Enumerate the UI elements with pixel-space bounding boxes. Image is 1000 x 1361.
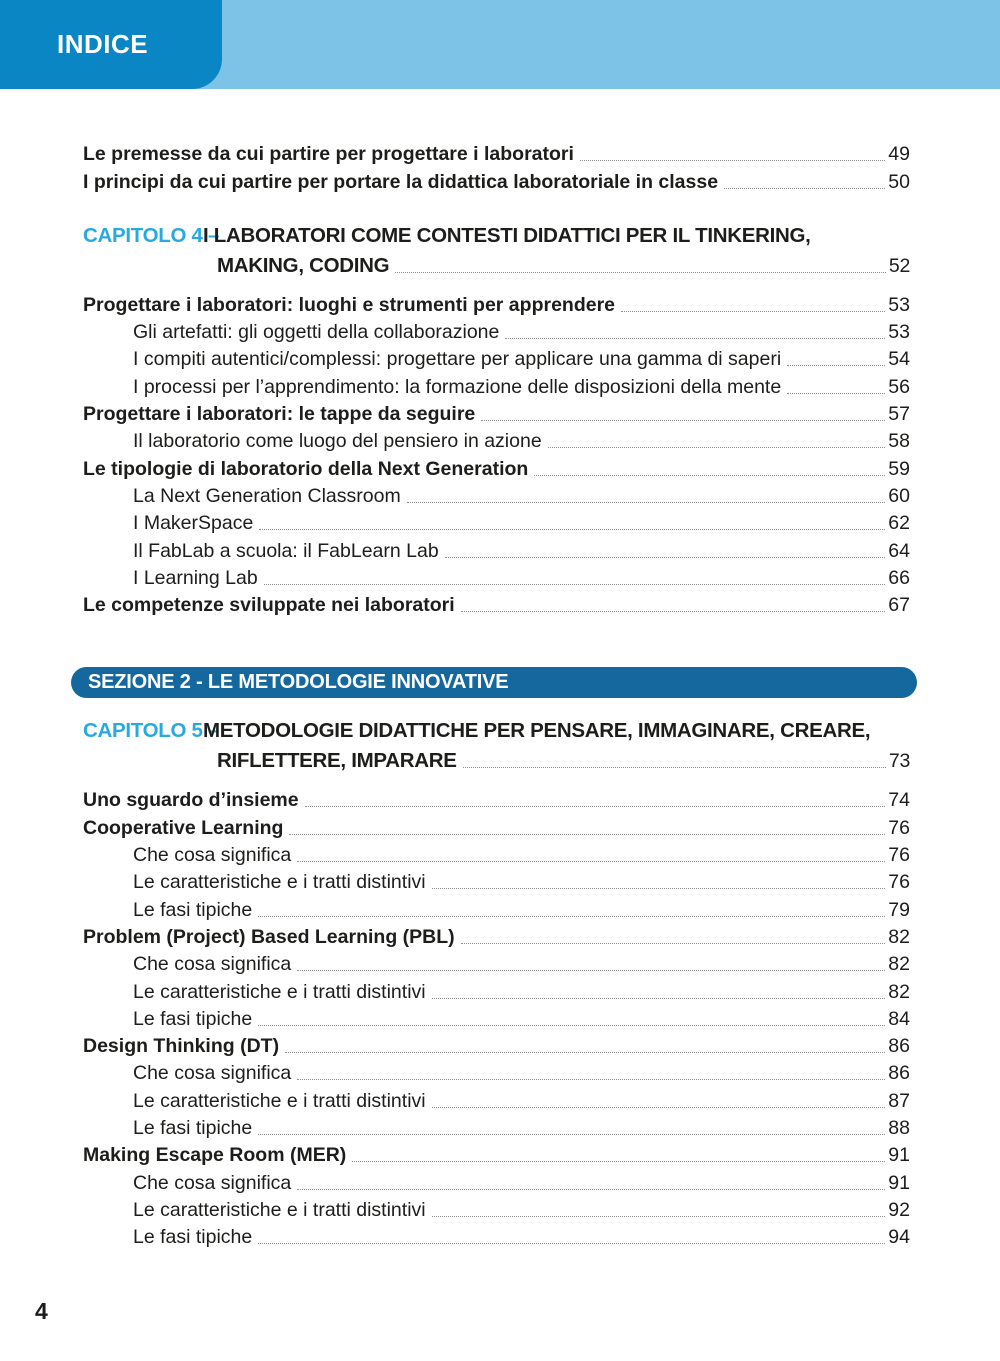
toc-page-number: 79 (888, 898, 910, 921)
chapter-title-line1: I LABORATORI COME CONTESTI DIDATTICI PER IL TINKERING, (203, 223, 811, 247)
toc-entry-label: Progettare i laboratori: luoghi e strumenti per apprendere (83, 293, 616, 316)
toc-page-number: 52 (888, 254, 910, 277)
toc-entry (83, 840, 910, 867)
dot-leader (534, 475, 885, 476)
dot-leader (505, 338, 885, 339)
toc-entry (83, 812, 910, 839)
toc-entry (83, 317, 910, 344)
toc-entry (83, 1113, 910, 1140)
toc-page-number: 82 (888, 980, 910, 1003)
dot-leader (258, 1134, 885, 1135)
dot-leader (621, 311, 885, 312)
dot-leader (461, 943, 886, 944)
section-header-bar (71, 667, 917, 698)
indice-tab (0, 0, 222, 89)
toc-page-number: 62 (888, 512, 910, 535)
spacer (83, 773, 910, 785)
dot-leader (297, 970, 885, 971)
toc-entry (83, 399, 910, 426)
dot-leader (445, 557, 886, 558)
chapter-title-line1: METODOLOGIE DIDATTICHE PER PENSARE, IMMAGINARE, CREARE, (203, 719, 871, 743)
page-title: INDICE (57, 29, 149, 59)
toc-page-number: 53 (888, 321, 910, 344)
spacer (83, 617, 910, 667)
dot-leader (787, 365, 885, 366)
toc-entry-label: I processi per l’apprendimento: la formazione delle disposizioni della mente (133, 375, 782, 398)
toc-page-number: 76 (888, 871, 910, 894)
dot-leader (297, 861, 885, 862)
dot-leader (724, 188, 885, 189)
header-band (0, 0, 1000, 89)
toc-entry (83, 1222, 910, 1249)
dot-leader (352, 1161, 885, 1162)
toc-page-number: 86 (888, 1035, 910, 1058)
dot-leader (289, 834, 885, 835)
dot-leader (463, 767, 886, 768)
dot-leader (787, 393, 885, 394)
toc-entry-label: Le caratteristiche e i tratti distintivi (133, 1089, 426, 1112)
chapter-row-continuation (83, 743, 910, 773)
toc-entry-label: Design Thinking (DT) (83, 1035, 280, 1058)
dot-leader (432, 1216, 886, 1217)
toc-entry (83, 867, 910, 894)
toc-entry (83, 1195, 910, 1222)
spacer (83, 278, 910, 290)
toc-entry (83, 344, 910, 371)
toc-page-number: 73 (888, 750, 910, 773)
toc-page-number: 59 (888, 457, 910, 480)
toc-page-number: 56 (888, 375, 910, 398)
toc-entry-label: Le tipologie di laboratorio della Next Generation (83, 457, 529, 480)
toc-page-number: 54 (888, 348, 910, 371)
toc-page-number: 87 (888, 1089, 910, 1112)
toc-entry-label: I MakerSpace (133, 512, 254, 535)
toc-entry (83, 166, 910, 193)
toc-page-number: 53 (888, 293, 910, 316)
toc-entry (83, 590, 910, 617)
dot-leader (305, 806, 886, 807)
toc-page-number: 64 (888, 539, 910, 562)
toc-entry-label: I Learning Lab (133, 566, 258, 589)
toc-page-number: 76 (888, 844, 910, 867)
folio-page-number: 4 (35, 1298, 48, 1324)
toc-entry-label: Le competenze sviluppate nei laboratori (83, 594, 455, 617)
dot-leader (395, 272, 886, 273)
toc-page-number: 82 (888, 953, 910, 976)
toc-entry (83, 1031, 910, 1058)
toc-entry (83, 949, 910, 976)
toc-page-number: 82 (888, 925, 910, 948)
toc-entry-label: Le caratteristiche e i tratti distintivi (133, 980, 426, 1003)
toc-entry-label: Le caratteristiche e i tratti distintivi (133, 1198, 426, 1221)
toc-entry-label: Il laboratorio come luogo del pensiero in azione (133, 430, 542, 453)
toc-entry (83, 453, 910, 480)
toc-entry (83, 922, 910, 949)
toc-entry (83, 1004, 910, 1031)
toc-page-number: 91 (888, 1171, 910, 1194)
toc-entry (83, 139, 910, 166)
dot-leader (297, 1079, 885, 1080)
toc-page-number: 60 (888, 484, 910, 507)
chapter-title-line2: RIFLETTERE, IMPARARE (217, 749, 457, 773)
dot-leader (297, 1189, 885, 1190)
toc-entry-label: Progettare i laboratori: le tappe da seguire (83, 403, 476, 426)
dot-leader (461, 611, 886, 612)
dot-leader (548, 447, 886, 448)
chapter-row (83, 218, 910, 248)
toc-entry-label: Cooperative Learning (83, 816, 284, 839)
dot-leader (580, 160, 885, 161)
toc-page-number: 49 (888, 143, 910, 166)
toc-entry (83, 563, 910, 590)
toc-page-number: 57 (888, 403, 910, 426)
toc-entry-label: I compiti autentici/complessi: progettare per applicare una gamma di saperi (133, 348, 782, 371)
toc-entry (83, 1085, 910, 1112)
chapter-row (83, 713, 910, 743)
toc-page-number: 66 (888, 566, 910, 589)
toc-page-number: 67 (888, 594, 910, 617)
section-header-label: SEZIONE 2 - LE METODOLOGIE INNOVATIVE (88, 671, 509, 694)
toc-entry (83, 1167, 910, 1194)
toc-entry (83, 481, 910, 508)
dot-leader (432, 998, 886, 999)
spacer (83, 698, 910, 713)
toc-entry-label: La Next Generation Classroom (133, 484, 401, 507)
toc-entry-label: Le fasi tipiche (133, 898, 253, 921)
dot-leader (258, 916, 885, 917)
toc-entry-label: Che cosa significa (133, 953, 292, 976)
toc-entry-label: Che cosa significa (133, 1171, 292, 1194)
dot-leader (285, 1052, 885, 1053)
dot-leader (258, 1025, 885, 1026)
toc-entry (83, 426, 910, 453)
toc-entry-label: Gli artefatti: gli oggetti della collaborazione (133, 321, 500, 344)
toc-entry (83, 976, 910, 1003)
toc-entry (83, 785, 910, 812)
toc-entry-label: Le premesse da cui partire per progettare i laboratori (83, 143, 574, 166)
toc-entry-label: Problem (Project) Based Learning (PBL) (83, 925, 455, 948)
toc-page-number: 91 (888, 1144, 910, 1167)
toc-entry-label: I principi da cui partire per portare la didattica laboratoriale in classe (83, 170, 719, 193)
dot-leader (432, 888, 886, 889)
toc-entry (83, 894, 910, 921)
dot-leader (259, 529, 885, 530)
dot-leader (432, 1107, 886, 1108)
toc-page-number: 84 (888, 1007, 910, 1030)
toc-entry (83, 371, 910, 398)
toc-entry-label: Le fasi tipiche (133, 1117, 253, 1140)
toc-page-number: 58 (888, 430, 910, 453)
toc-entry-label: Che cosa significa (133, 844, 292, 867)
chapter-number-label: CAPITOLO 4 – (83, 223, 220, 247)
toc-entry-label: Le fasi tipiche (133, 1226, 253, 1249)
toc-page-number: 76 (888, 816, 910, 839)
dot-leader (258, 1243, 885, 1244)
dot-leader (264, 584, 886, 585)
dot-leader (481, 420, 885, 421)
toc-page-number: 94 (888, 1226, 910, 1249)
toc-page-number: 92 (888, 1198, 910, 1221)
toc-entry-label: Uno sguardo d’insieme (83, 789, 299, 812)
toc-entry-label: Making Escape Room (MER) (83, 1144, 347, 1167)
toc-entry-label: Le caratteristiche e i tratti distintivi (133, 871, 426, 894)
toc-entry (83, 1140, 910, 1167)
table-of-contents (0, 89, 1000, 1249)
dot-leader (407, 502, 886, 503)
chapter-row-continuation (83, 248, 910, 278)
chapter-number-label: CAPITOLO 5 – (83, 719, 220, 743)
toc-entry (83, 1058, 910, 1085)
toc-entry-label: Che cosa significa (133, 1062, 292, 1085)
chapter-title-line2: MAKING, CODING (217, 253, 390, 277)
toc-entry-label: Le fasi tipiche (133, 1007, 253, 1030)
toc-page-number: 50 (888, 170, 910, 193)
toc-entry (83, 535, 910, 562)
spacer (83, 194, 910, 218)
toc-page-number: 74 (888, 789, 910, 812)
toc-entry-label: Il FabLab a scuola: il FabLearn Lab (133, 539, 439, 562)
toc-page-number: 88 (888, 1117, 910, 1140)
toc-entry (83, 290, 910, 317)
toc-entry (83, 508, 910, 535)
toc-page-number: 86 (888, 1062, 910, 1085)
